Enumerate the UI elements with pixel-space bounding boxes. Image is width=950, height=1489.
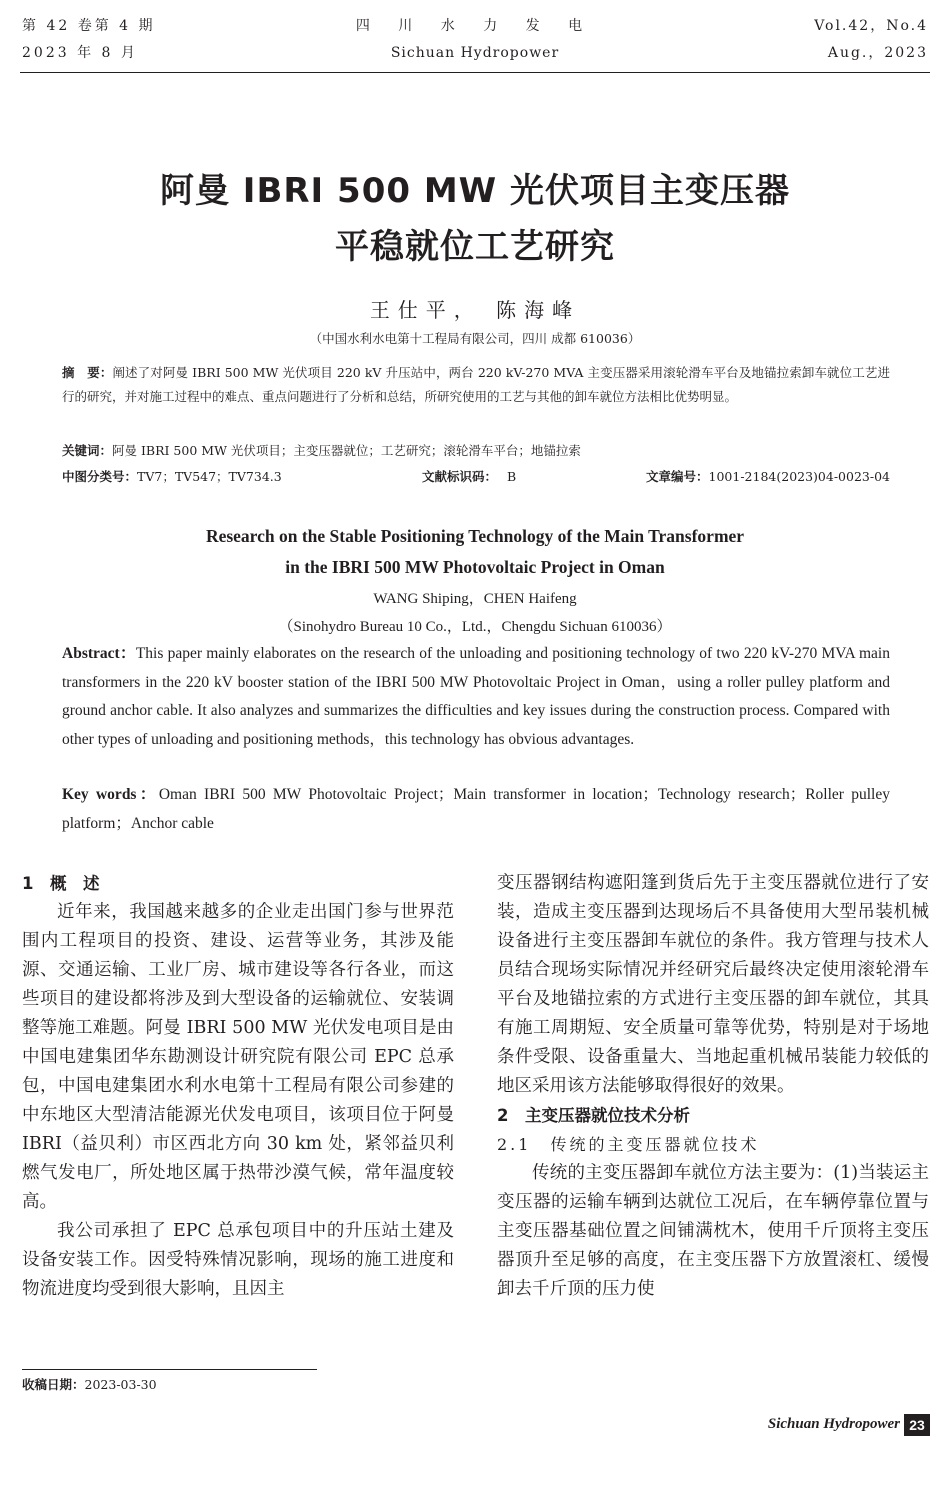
keywords-cn-text: 阿曼 IBRI 500 MW 光伏项目；主变压器就位；工艺研究；滚轮滑车平台；地锚拉索 xyxy=(112,443,581,458)
doc-value: B xyxy=(507,469,517,484)
english-abstract xyxy=(62,640,890,754)
section-2-1-heading: 2.1 传统的主变压器就位技术 xyxy=(497,1135,760,1154)
article-number xyxy=(646,465,890,489)
paper-title-line1: 阿曼 IBRI 500 MW 光伏项目主变压器 xyxy=(159,171,791,211)
english-abstract-text: This paper mainly elaborates on the research of the unloading and positioning technology of two 220 kV-270 MVA main transformers in the 220 kV booster station of the IBRI 500 MW Photovoltaic Project in Oman，using a roller pulley platform and ground anchor cable. It also analyzes and summarizes the difficulties and key issues during the construction process. Compared with other types of unloading and positioning methods，this technology has obvious advantages. xyxy=(62,645,890,748)
english-authors: WANG Shiping，CHEN Haifeng xyxy=(373,591,577,607)
section-1-paragraph-2-continued: 变压器钢结构遮阳篷到货后先于主变压器就位进行了安装，造成主变压器到达现场后不具备使用大型吊装机械设备进行主变压器卸车就位的条件。我方管理与技术人员结合现场实际情况并经研究后最终决定使用滚轮滑车平台及地锚拉索的方式进行主变压器的卸车就位，其具有施工周期短、安全质量可靠等优势，特别是对于场地条件受限、设备重量大、当地起重机械吊装能力较低的地区采用该方法能够取得很好的效果。 xyxy=(497,873,929,1096)
section-2-heading: 2 主变压器就位技术分析 xyxy=(497,1106,690,1125)
article-value: 1001-2184(2023)04-0023-04 xyxy=(708,469,890,484)
volume-issue-en: Vol.42，No.4 xyxy=(814,18,928,34)
english-title-line2: in the IBRI 500 MW Photovoltaic Project in Oman xyxy=(285,557,665,577)
received-value: 2023-03-30 xyxy=(84,1377,157,1392)
section-1-paragraph-2: 我公司承担了 EPC 总承包项目中的升压站土建及设备安装工作。因受特殊情况影响，现场的施工进度和物流进度均受到很大影响，且因主 xyxy=(22,1221,454,1299)
paper-title-line2: 平稳就位工艺研究 xyxy=(335,227,615,267)
english-abstract-label: Abstract： xyxy=(62,645,136,662)
document-code xyxy=(422,465,516,489)
publication-date: 2023 年 8 月 xyxy=(22,45,138,61)
english-keywords-label: Key words： xyxy=(62,786,159,803)
section-1-heading: 1 概 述 xyxy=(22,874,100,893)
abstract-cn-text: 阐述了对阿曼 IBRI 500 MW 光伏项目 220 kV 升压站中，两台 220 kV-270 MVA 主变压器采用滚轮滑车平台及地锚拉索卸车就位工艺进行的研究，并对施工过程中的难点、重点问题进行了分析和总结，所研究使用的工艺与其他的卸车就位方法相比优势明显。 xyxy=(62,365,890,404)
section-1-paragraph-1: 近年来，我国越来越多的企业走出国门参与世界范围内工程项目的投资、建设、运营等业务，其涉及能源、交通运输、工业厂房、城市建设等各行各业，而这些项目的建设都将涉及到大型设备的运输就位、安装调整等施工难题。阿曼 IBRI 500 MW 光伏发电项目是由中国电建集团华东勘测设计研究院有限公司 EPC 总承包，中国电建集团水利水电第十工程局有限公司参建的中东地区大型清洁能源光伏发电项目，该项目位于阿曼 IBRI（益贝利）市区西北方向 30 km 处，紧邻益贝利燃气发电厂，所处地区属于热带沙漠气候，常年温度较高。 xyxy=(22,902,454,1212)
received-label: 收稿日期： xyxy=(22,1377,85,1392)
keywords-cn-label: 关键词： xyxy=(62,443,113,458)
keywords-cn xyxy=(62,439,890,463)
publication-date-en: Aug.，2023 xyxy=(827,45,928,61)
abstract-cn xyxy=(62,361,890,409)
article-label: 文章编号： xyxy=(646,469,709,484)
journal-name-cn: 四 川 水 力 发 电 xyxy=(355,18,595,34)
english-affiliation: （Sinohydro Bureau 10 Co.，Ltd.，Chengdu Sichuan 610036） xyxy=(278,619,672,635)
clc-label: 中图分类号： xyxy=(62,469,138,484)
clc-value: TV7；TV547；TV734.3 xyxy=(137,469,282,484)
body-left-column xyxy=(22,869,454,1304)
volume-issue: 第 42 卷第 4 期 xyxy=(22,18,156,34)
received-date xyxy=(22,1375,157,1393)
affiliation-cn: （中国水利水电第十工程局有限公司，四川 成都 610036） xyxy=(309,331,641,346)
body-right-column xyxy=(497,869,929,1304)
footnote-rule xyxy=(22,1369,317,1370)
authors-cn: 王仕平， 陈海峰 xyxy=(369,298,581,322)
doc-label: 文献标识码： xyxy=(422,469,498,484)
header-rule xyxy=(20,72,930,73)
english-keywords xyxy=(62,781,890,838)
english-keywords-text: Oman IBRI 500 MW Photovoltaic Project；Main transformer in location；Technology research；Roller pulley platform；Anchor cable xyxy=(62,786,890,832)
clc-code xyxy=(62,465,282,489)
journal-name-en: Sichuan Hydropower xyxy=(390,45,560,61)
section-2-1-paragraph: 传统的主变压器卸车就位方法主要为：(1)当装运主变压器的运输车辆到达就位工况后，在车辆停靠位置与主变压器基础位置之间铺满枕木，使用千斤顶将主变压器顶升至足够的高度，在主变压器下方放置滚杠、缓慢卸去千斤顶的压力使 xyxy=(497,1163,929,1299)
english-title-line1: Research on the Stable Positioning Technology of the Main Transformer xyxy=(205,526,745,546)
footer-journal: Sichuan Hydropower xyxy=(767,1416,900,1432)
abstract-cn-label: 摘 要： xyxy=(62,365,113,380)
page-number: 23 xyxy=(904,1414,930,1436)
